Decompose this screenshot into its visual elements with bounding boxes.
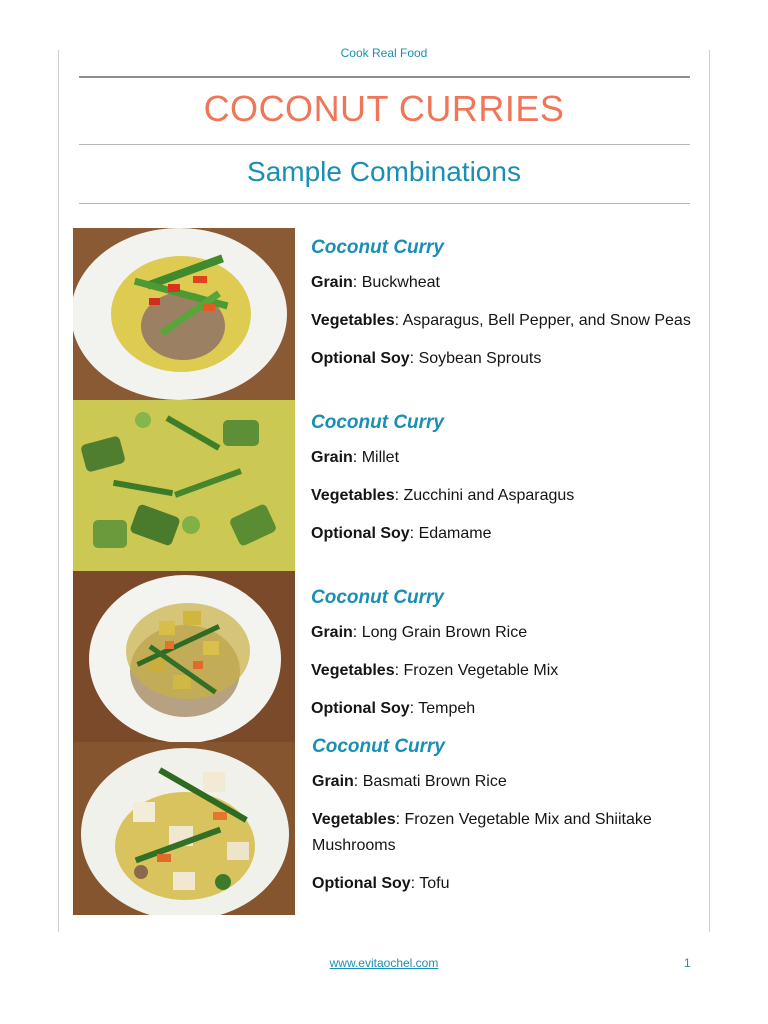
recipe-card-4 <box>312 736 707 909</box>
recipe-card-2 <box>311 412 706 559</box>
recipe-1-photo <box>73 228 295 400</box>
grain-line: Grain: Basmati Brown Rice <box>312 773 507 790</box>
recipe-2-photo <box>73 400 295 571</box>
optional-soy-line: Optional Soy: Tempeh <box>311 700 476 717</box>
optional-soy-line: Optional Soy: Soybean Sprouts <box>311 350 542 367</box>
grain-line: Grain: Buckwheat <box>311 274 440 291</box>
recipe-3-photo <box>73 571 295 742</box>
recipe-title: Coconut Curry <box>311 237 444 258</box>
title-divider <box>79 144 690 145</box>
grain-line: Grain: Long Grain Brown Rice <box>311 624 528 641</box>
optional-soy-line: Optional Soy: Edamame <box>311 525 492 542</box>
vegetables-line: Vegetables: Frozen Vegetable Mix <box>311 662 559 679</box>
subtitle-divider <box>79 203 690 204</box>
site-header: Cook Real Food <box>340 46 428 60</box>
vegetables-line: Vegetables: Frozen Vegetable Mix and Shiitake Mushrooms <box>312 811 652 854</box>
recipe-title: Coconut Curry <box>311 412 444 433</box>
recipe-title: Coconut Curry <box>311 587 444 608</box>
recipe-card-1 <box>311 237 706 384</box>
grain-line: Grain: Millet <box>311 449 400 466</box>
recipe-card-3 <box>311 587 706 734</box>
page-subtitle: Sample Combinations <box>247 156 521 187</box>
page-title: COCONUT CURRIES <box>203 88 565 129</box>
vegetables-line: Vegetables: Zucchini and Asparagus <box>311 487 575 504</box>
recipe-title: Coconut Curry <box>312 736 445 757</box>
optional-soy-line: Optional Soy: Tofu <box>312 875 450 892</box>
header-divider <box>79 76 690 78</box>
website-link[interactable]: www.evitaochel.com <box>329 956 439 970</box>
recipe-4-photo <box>73 742 295 915</box>
vegetables-line: Vegetables: Asparagus, Bell Pepper, and Snow Peas <box>311 312 691 329</box>
page-number: 1 <box>684 956 691 970</box>
